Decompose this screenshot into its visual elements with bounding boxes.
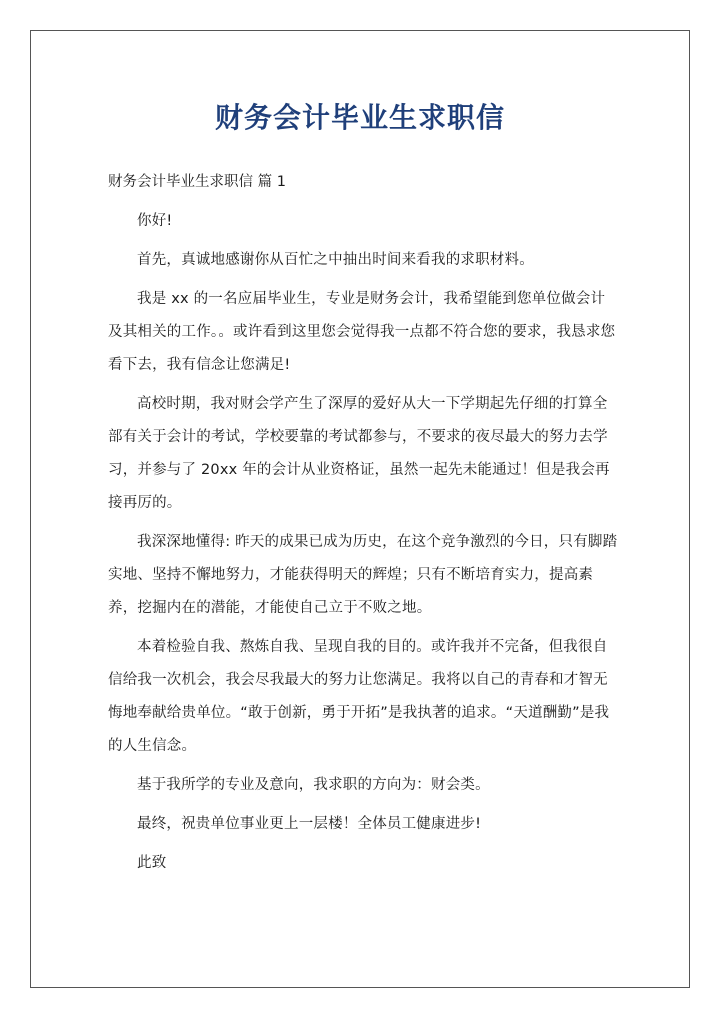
- paragraph-purpose: 本着检验自我、熬炼自我、呈现自我的目的。或许我并不完备，但我很自信给我一次机会，我会尽我最大的努力让您满足。我将以自己的青春和才智无悔地奉献给贵单位。“敢于创新，勇于开拓”是我执著的追求。“天道酬勤”是我的人生信念。: [108, 639, 610, 754]
- paragraph-greeting: 你好!: [137, 213, 173, 229]
- paragraph-university: 高校时期，我对财会学产生了深厚的爱好从大一下学期起先仔细的打算全部有关于会计的考试，学校要靠的考试都参与，不要求的夜尽最大的努力去学习，并参与了 20xx 年的会计从业资格证，虽然一起先未能通过！但是我会再接再厉的。: [108, 396, 610, 511]
- paragraph-introduction: 我是 xx 的一名应届毕业生，专业是财务会计，我希望能到您单位做会计及其相关的工作。。或许看到这里您会觉得我一点都不符合您的要求，我恳求您看下去，我有信念让您满足!: [108, 291, 616, 373]
- section-heading: 财务会计毕业生求职信 篇 1: [108, 174, 286, 190]
- paragraph-job-direction: 基于我所学的专业及意向，我求职的方向为：财会类。: [137, 777, 490, 793]
- document-body: [108, 168, 618, 886]
- paragraph-wishes: 最终，祝贵单位事业更上一层楼！全体员工健康进步!: [137, 816, 482, 832]
- paragraph-closing: 此致: [137, 855, 167, 871]
- paragraph-thanks: 首先，真诚地感谢你从百忙之中抽出时间来看我的求职材料。: [137, 252, 534, 268]
- paragraph-motivation: 我深深地懂得: 昨天的成果已成为历史，在这个竞争激烈的今日，只有脚踏实地、坚持不懈地努力，才能获得明天的辉煌；只有不断培育实力，提高素养，挖掘内在的潜能，才能使自己立于不败之地。: [108, 534, 618, 616]
- document-title: 财务会计毕业生求职信: [214, 101, 505, 134]
